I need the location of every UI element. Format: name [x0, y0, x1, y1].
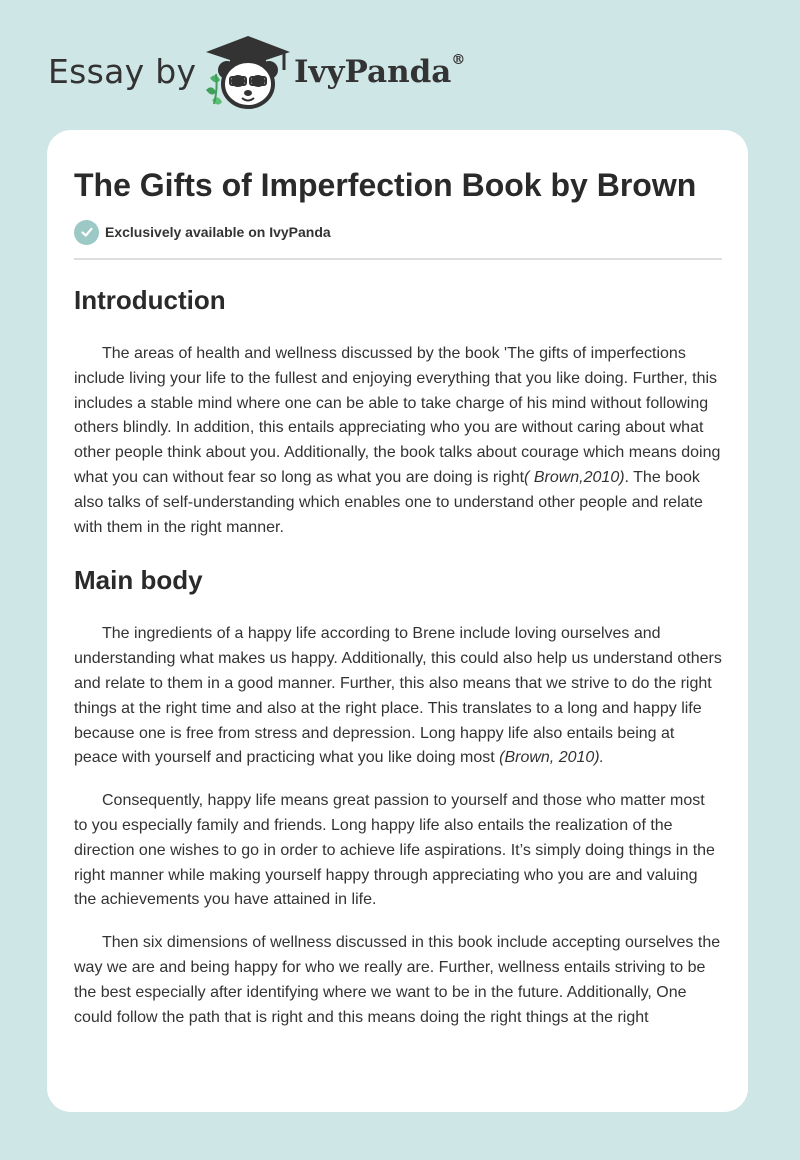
panda-graduate-logo-icon[interactable] — [200, 34, 296, 110]
exclusive-badge — [74, 219, 722, 245]
brand-name[interactable]: IvyPanda® — [294, 52, 466, 90]
citation: (Brown, 2010). — [499, 749, 605, 767]
check-circle-icon — [74, 220, 99, 245]
essay-card — [47, 130, 748, 1112]
paragraph: The areas of health and wellness discussed by the book 'The gifts of imperfections include living your life to the fullest and enjoying everything that you like doing. Further, this includes a stable mind where one can be able to take charge of his mind without following others blindly. In addition, this entails appreciating who you are without caring about what other people think about you. Additionally, the book talks about courage which means doing what you can without fear so long as what you are doing is right( Brown,2010). The book also talks of self-understanding which enables one to understand other people and relate with them in the right manner. — [74, 345, 721, 536]
citation: ( Brown,2010) — [524, 468, 625, 486]
registered-mark: ® — [451, 52, 466, 68]
exclusive-badge-text: Exclusively available on IvyPanda — [105, 224, 331, 240]
essay-by-label: Essay by — [48, 52, 197, 91]
paragraph: Then six dimensions of wellness discussed in this book include accepting ourselves the way we are and being happy for who we really are. Further, wellness entails striving to be the best especially after identifying where we want to be in the future. Additionally, One could follow the path that is right and this means doing the right things at the right — [74, 934, 721, 1026]
paragraph: The ingredients of a happy life according to Brene include loving ourselves and understanding what makes us happy. Additionally, this could also help us understand others and relate to them in a good manner. Further, this also means that we strive to do the right things at the right time and also at the right place. This translates to a long and happy life because one is free from stress and depression. Long happy life also entails being at peace with yourself and practicing what you like doing most (Brown, 2010). — [74, 625, 722, 767]
title-divider — [74, 258, 722, 260]
site-header — [48, 34, 648, 114]
essay-title: The Gifts of Imperfection Book by Brown — [74, 167, 697, 203]
section-heading-introduction: Introduction — [74, 285, 226, 315]
section-heading-main-body: Main body — [74, 565, 203, 596]
paragraph: Consequently, happy life means great passion to yourself and those who matter most to you especially family and friends. Long happy life also entails the realization of the direction one wishes to go in order to achieve life aspirations. It’s simply doing things in the right manner while making yourself happy through appreciating who you are and valuing the achievements you have attained in life. — [74, 792, 715, 909]
